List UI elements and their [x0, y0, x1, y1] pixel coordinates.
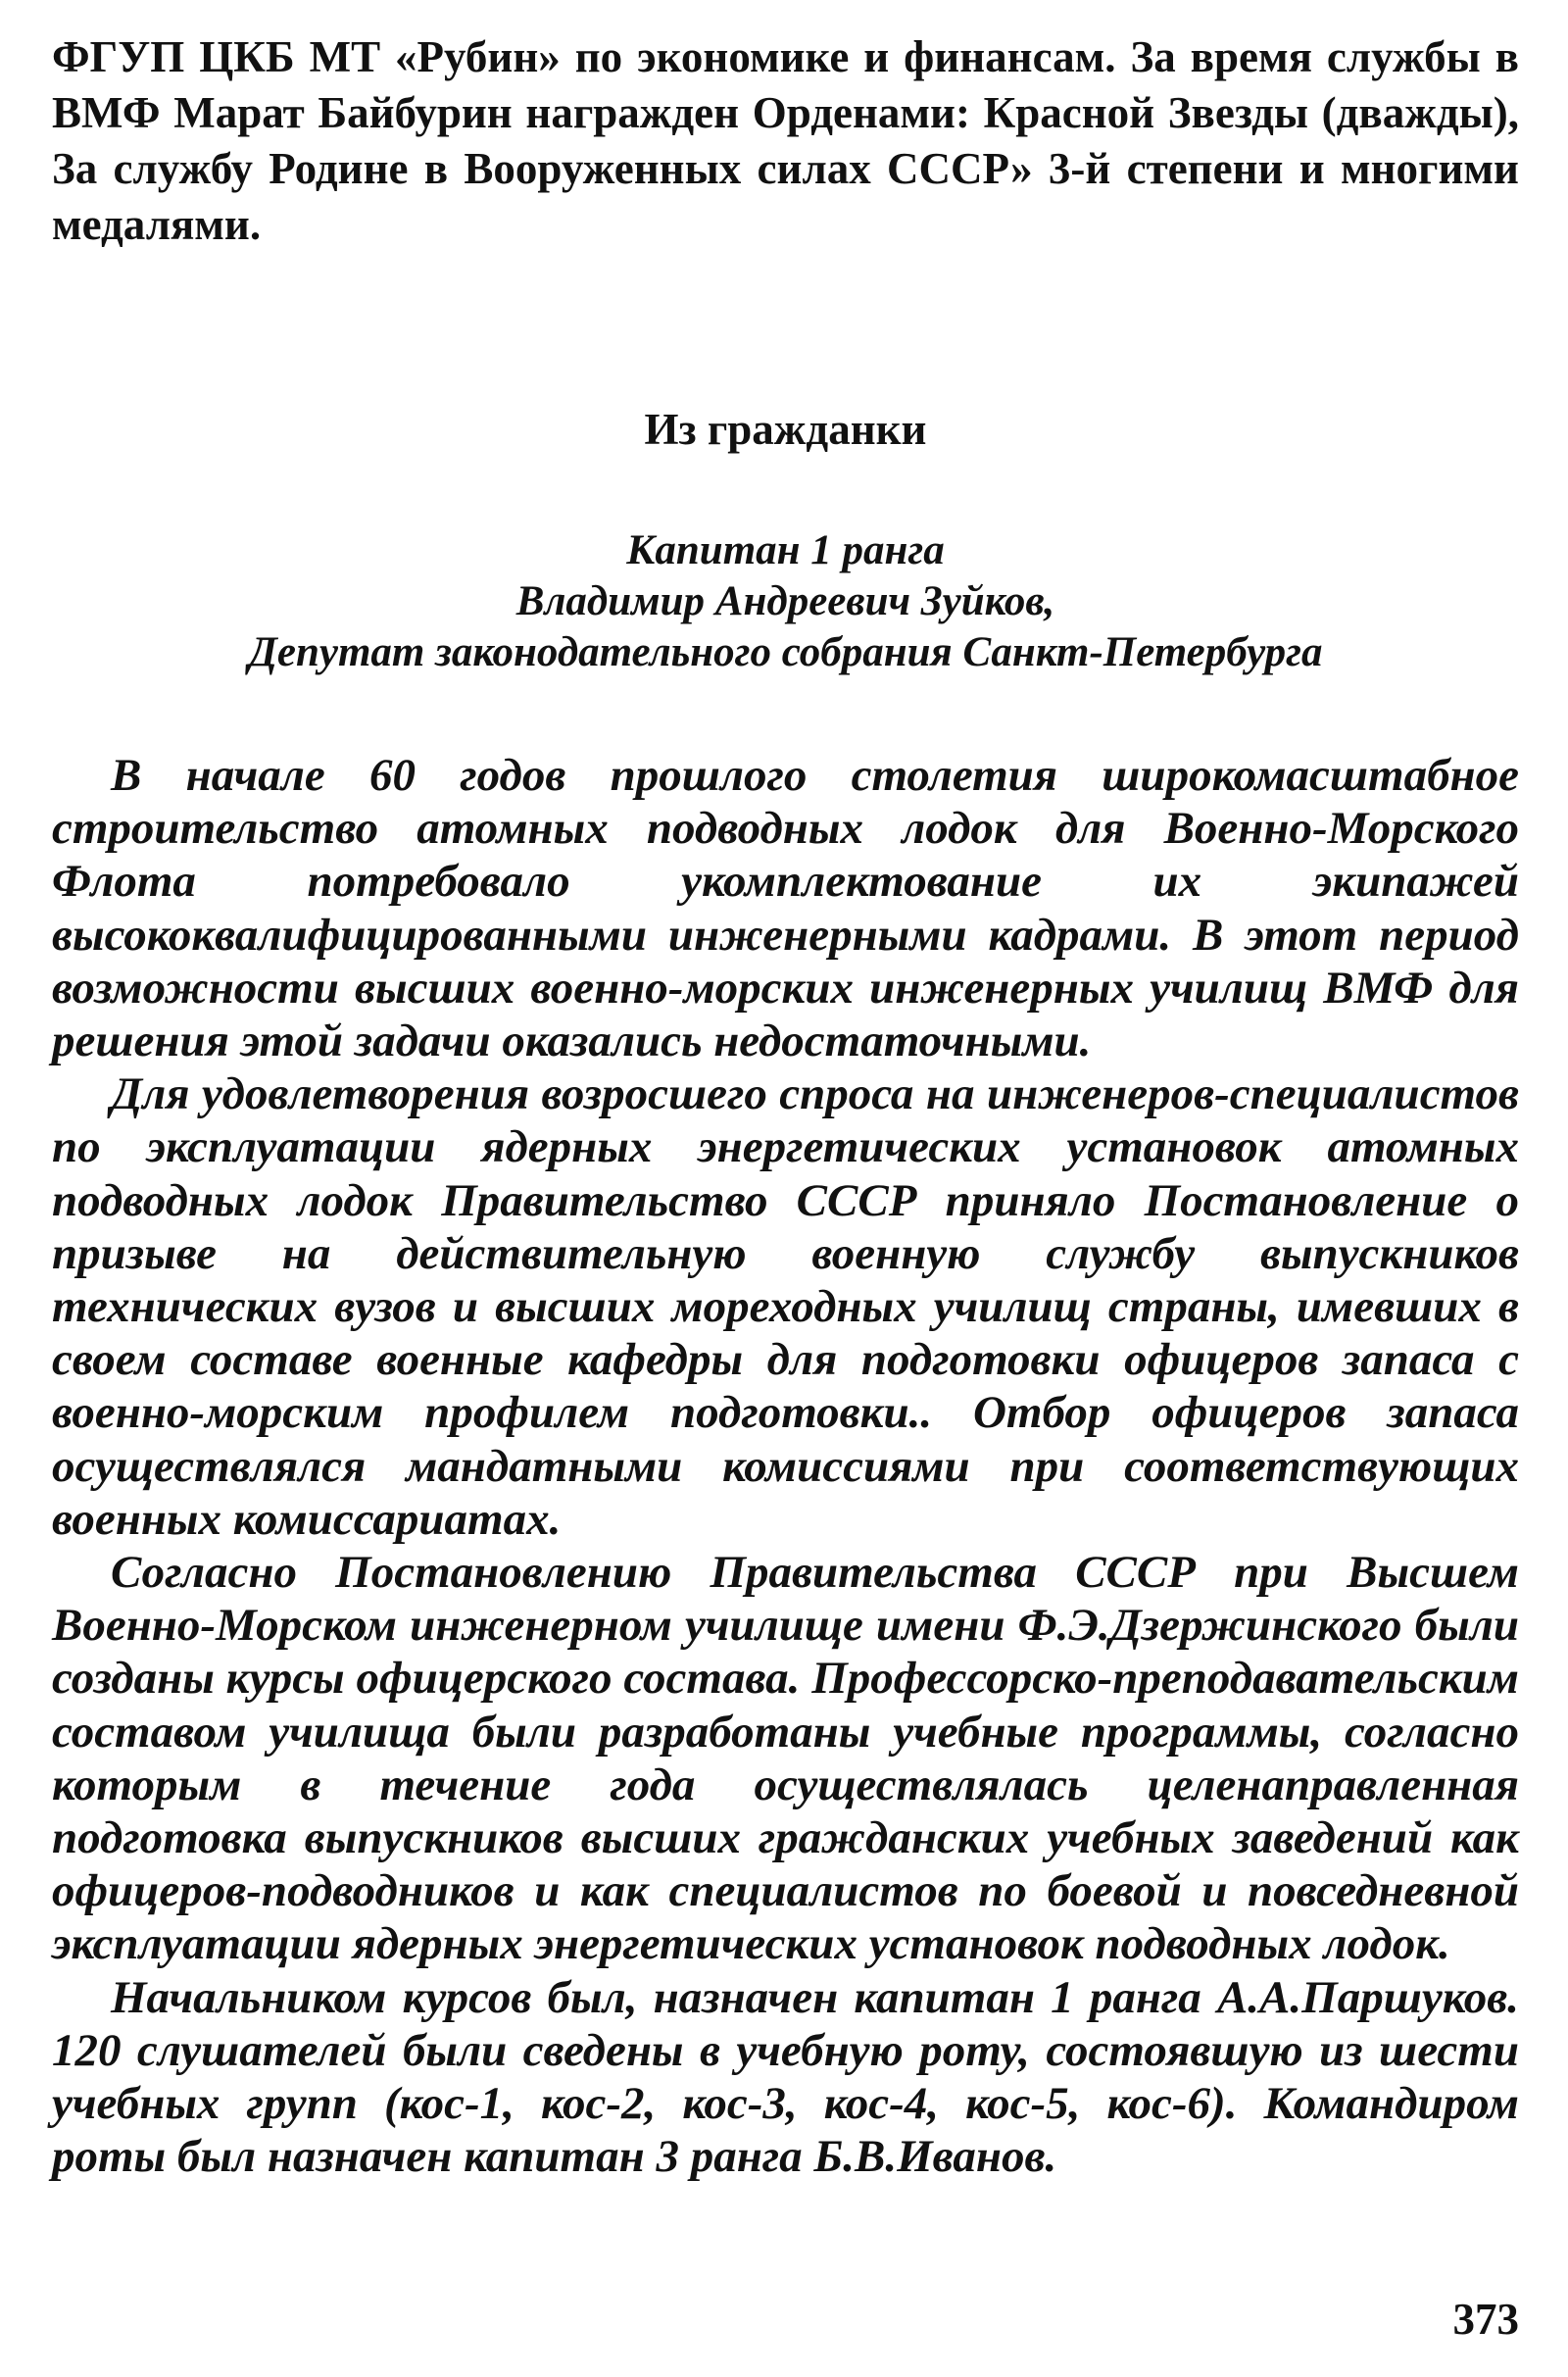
author-name: Владимир Андреевич Зуйков, [515, 578, 1055, 624]
page-number: 373 [1452, 2295, 1519, 2344]
article-paragraph: Согласно Постановлению Правительства СССР при Высшем Военно-Морском инженерном училище имени Ф.Э.Дзержинского были созданы курсы офицерского состава. Профессорско-преподавательским составом училища были разработаны учебные программы, согласно которым в течение года осуществлялась целенаправленная подготовка выпускников высших гражданских учебных заведений как офицеров-подводников и как специалистов по боевой и повседневной эксплуатации ядерных энергетических установок подводных лодок. [52, 1547, 1519, 1970]
article-paragraph: Для удовлетворения возросшего спроса на инженеров-специалистов по эксплуатации ядерных энергетических установок атомных подводных лодок Правительство СССР приняло Постановление о призыве на действительную военную службу выпускников технических вузов и высших мореходных училищ страны, имевших в своем составе военные кафедры для подготовки офицеров запаса с военно-морским профилем подготовки.. Отбор офицеров запаса осуществлялся мандатными комиссиями при соответствующих военных комиссариатах. [52, 1068, 1519, 1545]
page-content [52, 29, 1519, 2183]
intro-paragraph: ФГУП ЦКБ МТ «Рубин» по экономике и финансам. За время службы в ВМФ Марат Байбурин награжден Орденами: Красной Звезды (дважды), За службу Родине в Вооруженных силах СССР» 3-й степени и многими медалями. [52, 32, 1519, 249]
article-body [52, 749, 1519, 2183]
article-paragraph: В начале 60 годов прошлого столетия широкомасштабное строительство атомных подводных лодок для Военно-Морского Флота потребовало укомплектование их экипажей высококвалифицированными инженерными кадрами. В этот период возможности высших военно-морских инженерных училищ ВМФ для решения этой задачи оказались недостаточными. [52, 750, 1519, 1067]
article-paragraph: Начальником курсов был, назначен капитан 1 ранга А.А.Паршуков. 120 слушателей были сведены в учебную роту, состоявшую из шести учебных групп (кос-1, кос-2, кос-3, кос-4, кос-5, кос-6). Командиром роты был назначен капитан 3 ранга Б.В.Иванов. [52, 1971, 1519, 2183]
author-position: Депутат законодательного собрания Санкт-Петербурга [248, 629, 1323, 675]
author-rank: Капитан 1 ранга [626, 527, 945, 573]
section-title: Из гражданки [644, 405, 927, 454]
author-byline [52, 525, 1519, 678]
